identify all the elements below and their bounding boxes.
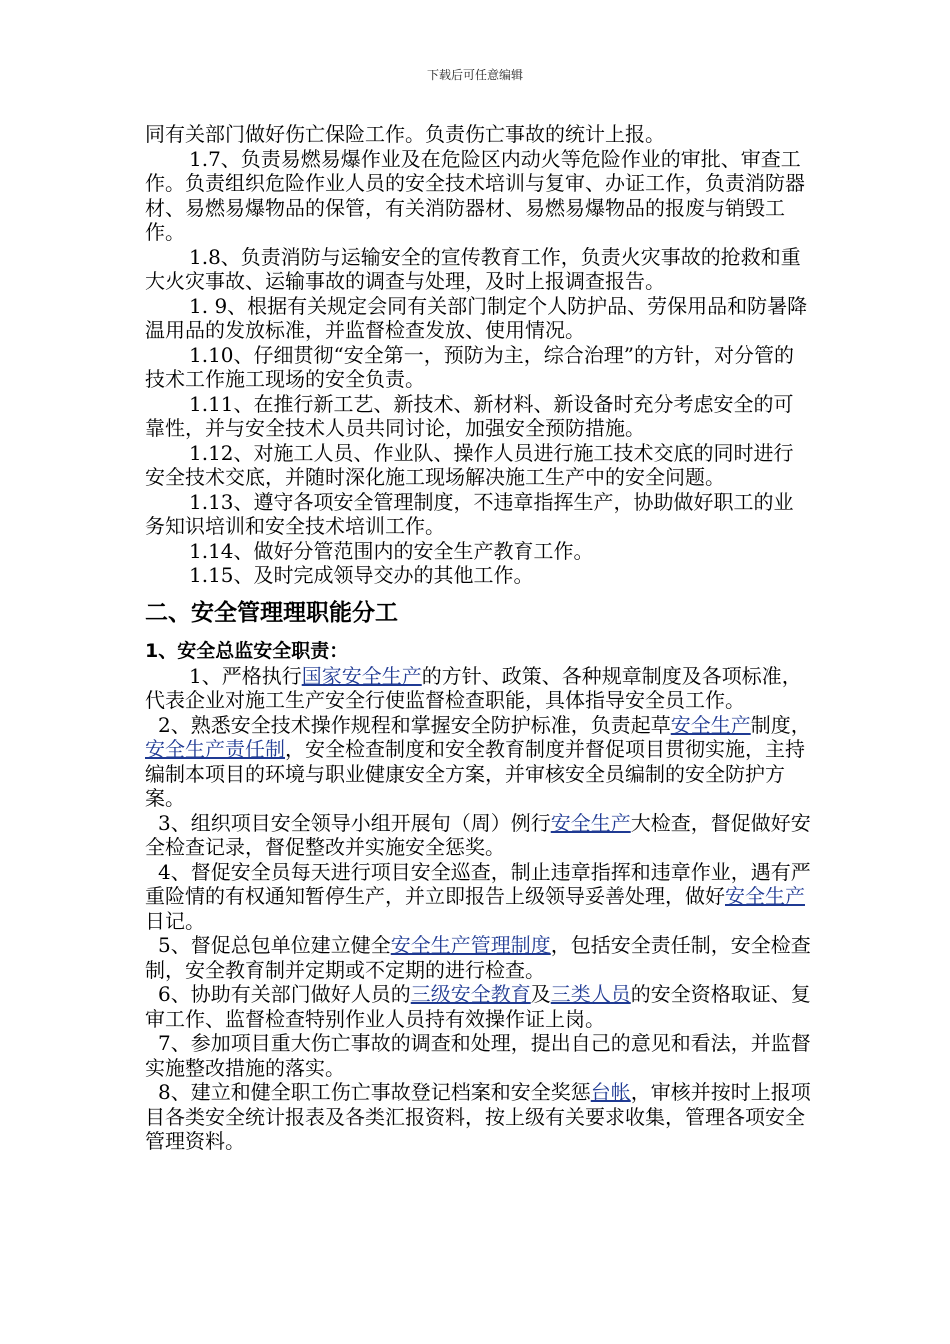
paragraph-text: 日记。 [145, 908, 205, 933]
paragraph-text: 的方针、政策、各种规章制度及各项标准，代表企业对施工生产安全行使监督检查职能，具体指导安全员工作。 [145, 663, 802, 712]
paragraph-text: 1.14、做好分管范围内的安全生产教育工作。 [189, 538, 594, 563]
hyperlink[interactable]: 安全生产管理制度 [390, 933, 551, 957]
page-header: 下载后可任意编辑 [426, 68, 523, 82]
paragraph-text: 1. 9、根据有关规定会同有关部门制定个人防护品、劳保用品和防暑降温用品的发放标准，并监督检查发放、使用情况。 [145, 293, 808, 342]
paragraph-text: 1.7、负责易燃易爆作业及在危险区内动火等危险作业的审批、审查工作。负责组织危险作业人员的安全技术培训与复审、办证工作，负责消防器材、易燃易爆物品的保管，有关消防器材、易燃易爆物品的报废与销毁工作。 [145, 146, 805, 244]
paragraph-text: 制度， [750, 712, 811, 737]
paragraph-text: 4、督促安全员每天进行项目安全巡查，制止违章指挥和违章作业，遇有严重险情的有权通知暂停生产，并立即报告上级领导妥善处理，做好 [145, 859, 811, 908]
paragraph [145, 392, 813, 441]
section-heading: 二、安全管理理职能分工 [145, 599, 398, 626]
hyperlink[interactable]: 台帐 [590, 1080, 631, 1104]
sub-heading: 1、安全总监安全职责： [145, 639, 349, 662]
paragraph [145, 860, 813, 934]
paragraph [145, 713, 813, 811]
paragraph [145, 811, 813, 860]
paragraph-text: 8、建立和健全职工伤亡事故登记档案和安全奖惩 [158, 1080, 591, 1104]
paragraph-text: 3、组织项目安全领导小组开展旬（周）例行 [158, 810, 551, 835]
paragraph [145, 441, 813, 490]
hyperlink[interactable]: 三级安全教育 [410, 982, 531, 1006]
hyperlink[interactable]: 安全生产 [550, 810, 631, 835]
paragraph-text: 1.12、对施工人员、作业队、操作人员进行施工技术交底的同时进行安全技术交底，并随时深化施工现场解决施工生产中的安全问题。 [145, 440, 794, 489]
paragraph-text: 1、严格执行 [189, 663, 302, 688]
paragraph-text: ，包括安全责任制，安全检查制，安全教育制并定期或不定期的进行检查。 [145, 933, 811, 982]
paragraph-text: 的安全资格取证、复审工作、监督检查特别作业人员持有效操作证上岗。 [145, 982, 811, 1031]
paragraph-text: 7、参加项目重大伤亡事故的调查和处理，提出自己的意见和看法，并监督实施整改措施的落实。 [145, 1031, 811, 1080]
hyperlink[interactable]: 安全生产 [670, 712, 751, 737]
paragraph [145, 664, 813, 713]
paragraph [145, 294, 813, 343]
paragraph [145, 1080, 813, 1154]
paragraph-text: 1.15、及时完成领导交办的其他工作。 [189, 563, 534, 587]
hyperlink[interactable]: 安全生产责任制 [145, 737, 285, 761]
paragraph-text: 1.8、负责消防与运输安全的宣传教育工作，负责火灾事故的抢救和重大火灾事故、运输事故的调查与处理，及时上报调查报告。 [145, 244, 801, 293]
paragraph-text: 及 [530, 982, 551, 1006]
paragraph-text: 6、协助有关部门做好人员的 [158, 982, 411, 1006]
paragraph-text: 1.11、在推行新工艺、新技术、新材料、新设备时充分考虑安全的可靠性，并与安全技术人员共同讨论，加强安全预防措施。 [145, 391, 794, 440]
paragraph-text: 大检查，督促做好安全检查记录，督促整改并实施安全惩奖。 [145, 810, 811, 859]
paragraph [145, 933, 813, 982]
paragraph-text: 同有关部门做好伤亡保险工作。负责伤亡事故的统计上报。 [145, 122, 665, 146]
paragraph-text: 5、督促总包单位建立健全 [158, 933, 391, 957]
paragraph-text: 1.10、仔细贯彻“安全第一，预防为主，综合治理”的方针，对分管的技术工作施工现场的安全负责。 [145, 342, 794, 391]
paragraph [145, 563, 813, 588]
paragraph-text: ，安全检查制度和安全教育制度并督促项目贯彻实施，主持编制本项目的环境与职业健康安全方案，并审核安全员编制的安全防护方案。 [145, 737, 805, 810]
hyperlink[interactable]: 安全生产 [725, 884, 805, 908]
paragraph [145, 343, 813, 392]
paragraph [145, 147, 813, 245]
paragraph [145, 539, 813, 564]
paragraph-text: 1.13、遵守各项安全管理制度，不违章指挥生产，协助做好职工的业务知识培训和安全技术培训工作。 [145, 489, 794, 538]
paragraph [145, 122, 813, 147]
paragraph [145, 982, 813, 1031]
paragraph-text: 2、熟悉安全技术操作规程和掌握安全防护标准，负责起草 [158, 712, 671, 737]
paragraph-text: ，审核并按时上报项目各类安全统计报表及各类汇报资料，按上级有关要求收集，管理各项安全管理资料。 [145, 1080, 811, 1153]
duty-section [145, 664, 813, 1154]
hyperlink[interactable]: 三类人员 [550, 982, 631, 1006]
intro-section [145, 122, 813, 588]
hyperlink[interactable]: 国家安全生产 [301, 663, 422, 688]
paragraph [145, 1031, 813, 1080]
paragraph [145, 490, 813, 539]
paragraph [145, 245, 813, 294]
document-body [145, 122, 813, 1154]
